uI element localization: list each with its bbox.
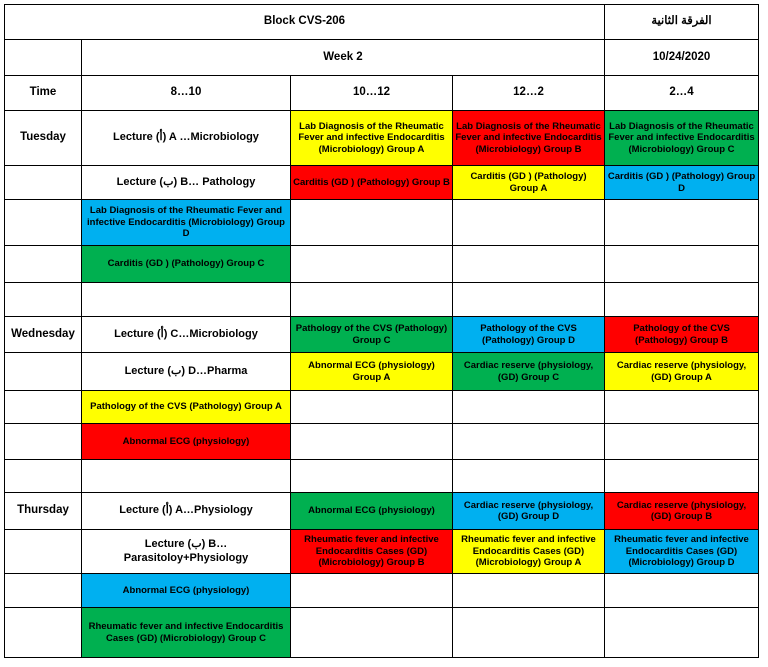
day-label-thursday: Thursday <box>5 493 82 530</box>
empty-cell <box>291 608 453 658</box>
session-cell: Carditis (GD ) (Pathology) Group D <box>605 166 759 200</box>
session-cell: Abnormal ECG (physiology) Group A <box>291 353 453 391</box>
wednesday-row-1 <box>5 317 759 353</box>
empty-cell <box>605 424 759 460</box>
empty-cell <box>453 391 605 424</box>
session-cell: Lab Diagnosis of the Rheumatic Fever and infective Endocarditis (Microbiology) Group C <box>605 111 759 166</box>
session-cell: Rheumatic fever and infective Endocarditis Cases (GD) (Microbiology) Group A <box>453 530 605 574</box>
tuesday-row-2 <box>5 166 759 200</box>
empty-cell <box>453 283 605 317</box>
thursday-row-4 <box>5 608 759 658</box>
schedule-table <box>4 4 759 658</box>
empty-cell <box>605 283 759 317</box>
empty-cell <box>605 246 759 283</box>
arabic-title: الفرقة الثانية <box>605 5 759 40</box>
session-cell: Rheumatic fever and infective Endocarditis Cases (GD) (Microbiology) Group D <box>605 530 759 574</box>
empty-cell <box>605 574 759 608</box>
thursday-row-3 <box>5 574 759 608</box>
session-cell: Carditis (GD ) (Pathology) Group A <box>453 166 605 200</box>
session-cell: Lab Diagnosis of the Rheumatic Fever and infective Endocarditis (Microbiology) Group D <box>82 200 291 246</box>
week-row <box>5 40 759 76</box>
tuesday-row-1 <box>5 111 759 166</box>
empty-cell <box>5 574 82 608</box>
empty-cell <box>605 391 759 424</box>
empty-cell <box>5 40 82 76</box>
empty-cell <box>453 246 605 283</box>
date-label: 10/24/2020 <box>605 40 759 76</box>
empty-cell <box>5 460 82 493</box>
time-slot-4: 2…4 <box>605 76 759 111</box>
session-cell: Rheumatic fever and infective Endocarditis Cases (GD) (Microbiology) Group C <box>82 608 291 658</box>
week-label: Week 2 <box>82 40 605 76</box>
empty-cell <box>605 200 759 246</box>
session-cell: Lab Diagnosis of the Rheumatic Fever and infective Endocarditis (Microbiology) Group A <box>291 111 453 166</box>
empty-cell <box>291 200 453 246</box>
spacer-row <box>5 460 759 493</box>
empty-cell <box>5 391 82 424</box>
empty-cell <box>82 283 291 317</box>
empty-cell <box>5 166 82 200</box>
session-cell: Lecture (أ) A …Microbiology <box>82 111 291 166</box>
empty-cell <box>5 530 82 574</box>
session-cell: Pathology of the CVS (Pathology) Group D <box>453 317 605 353</box>
empty-cell <box>5 608 82 658</box>
empty-cell <box>453 574 605 608</box>
session-cell: Rheumatic fever and infective Endocarditis Cases (GD) (Microbiology) Group B <box>291 530 453 574</box>
session-cell: Cardiac reserve (physiology, (GD) Group A <box>605 353 759 391</box>
wednesday-row-3 <box>5 391 759 424</box>
empty-cell <box>5 200 82 246</box>
empty-cell <box>291 574 453 608</box>
session-cell: Abnormal ECG (physiology) <box>82 424 291 460</box>
time-row <box>5 76 759 111</box>
thursday-row-2 <box>5 530 759 574</box>
empty-cell <box>5 283 82 317</box>
empty-cell <box>5 353 82 391</box>
empty-cell <box>453 608 605 658</box>
empty-cell <box>453 200 605 246</box>
thursday-row-1 <box>5 493 759 530</box>
session-cell: Carditis (GD ) (Pathology) Group B <box>291 166 453 200</box>
day-label-tuesday: Tuesday <box>5 111 82 166</box>
day-label-wednesday: Wednesday <box>5 317 82 353</box>
session-cell: Lecture (أ) A…Physiology <box>82 493 291 530</box>
empty-cell <box>605 460 759 493</box>
session-cell: Lecture (ب) B…Parasitoloy+Physiology <box>82 530 291 574</box>
empty-cell <box>82 460 291 493</box>
empty-cell <box>291 391 453 424</box>
time-label: Time <box>5 76 82 111</box>
wednesday-row-4 <box>5 424 759 460</box>
tuesday-row-3 <box>5 200 759 246</box>
spacer-row <box>5 283 759 317</box>
empty-cell <box>453 424 605 460</box>
session-cell: Pathology of the CVS (Pathology) Group C <box>291 317 453 353</box>
session-cell: Lecture (ب) D…Pharma <box>82 353 291 391</box>
block-title: Block CVS-206 <box>5 5 605 40</box>
empty-cell <box>453 460 605 493</box>
time-slot-2: 10…12 <box>291 76 453 111</box>
session-cell: Lecture (أ) C…Microbiology <box>82 317 291 353</box>
session-cell: Carditis (GD ) (Pathology) Group C <box>82 246 291 283</box>
time-slot-1: 8…10 <box>82 76 291 111</box>
empty-cell <box>291 283 453 317</box>
empty-cell <box>605 608 759 658</box>
session-cell: Cardiac reserve (physiology, (GD) Group B <box>605 493 759 530</box>
tuesday-row-4 <box>5 246 759 283</box>
empty-cell <box>291 246 453 283</box>
time-slot-3: 12…2 <box>453 76 605 111</box>
session-cell: Abnormal ECG (physiology) <box>291 493 453 530</box>
session-cell: Cardiac reserve (physiology, (GD) Group D <box>453 493 605 530</box>
empty-cell <box>5 246 82 283</box>
empty-cell <box>291 424 453 460</box>
session-cell: Lab Diagnosis of the Rheumatic Fever and infective Endocarditis (Microbiology) Group B <box>453 111 605 166</box>
session-cell: Lecture (ب) B… Pathology <box>82 166 291 200</box>
wednesday-row-2 <box>5 353 759 391</box>
empty-cell <box>291 460 453 493</box>
session-cell: Cardiac reserve (physiology, (GD) Group C <box>453 353 605 391</box>
session-cell: Abnormal ECG (physiology) <box>82 574 291 608</box>
header-row <box>5 5 759 40</box>
session-cell: Pathology of the CVS (Pathology) Group A <box>82 391 291 424</box>
session-cell: Pathology of the CVS (Pathology) Group B <box>605 317 759 353</box>
empty-cell <box>5 424 82 460</box>
